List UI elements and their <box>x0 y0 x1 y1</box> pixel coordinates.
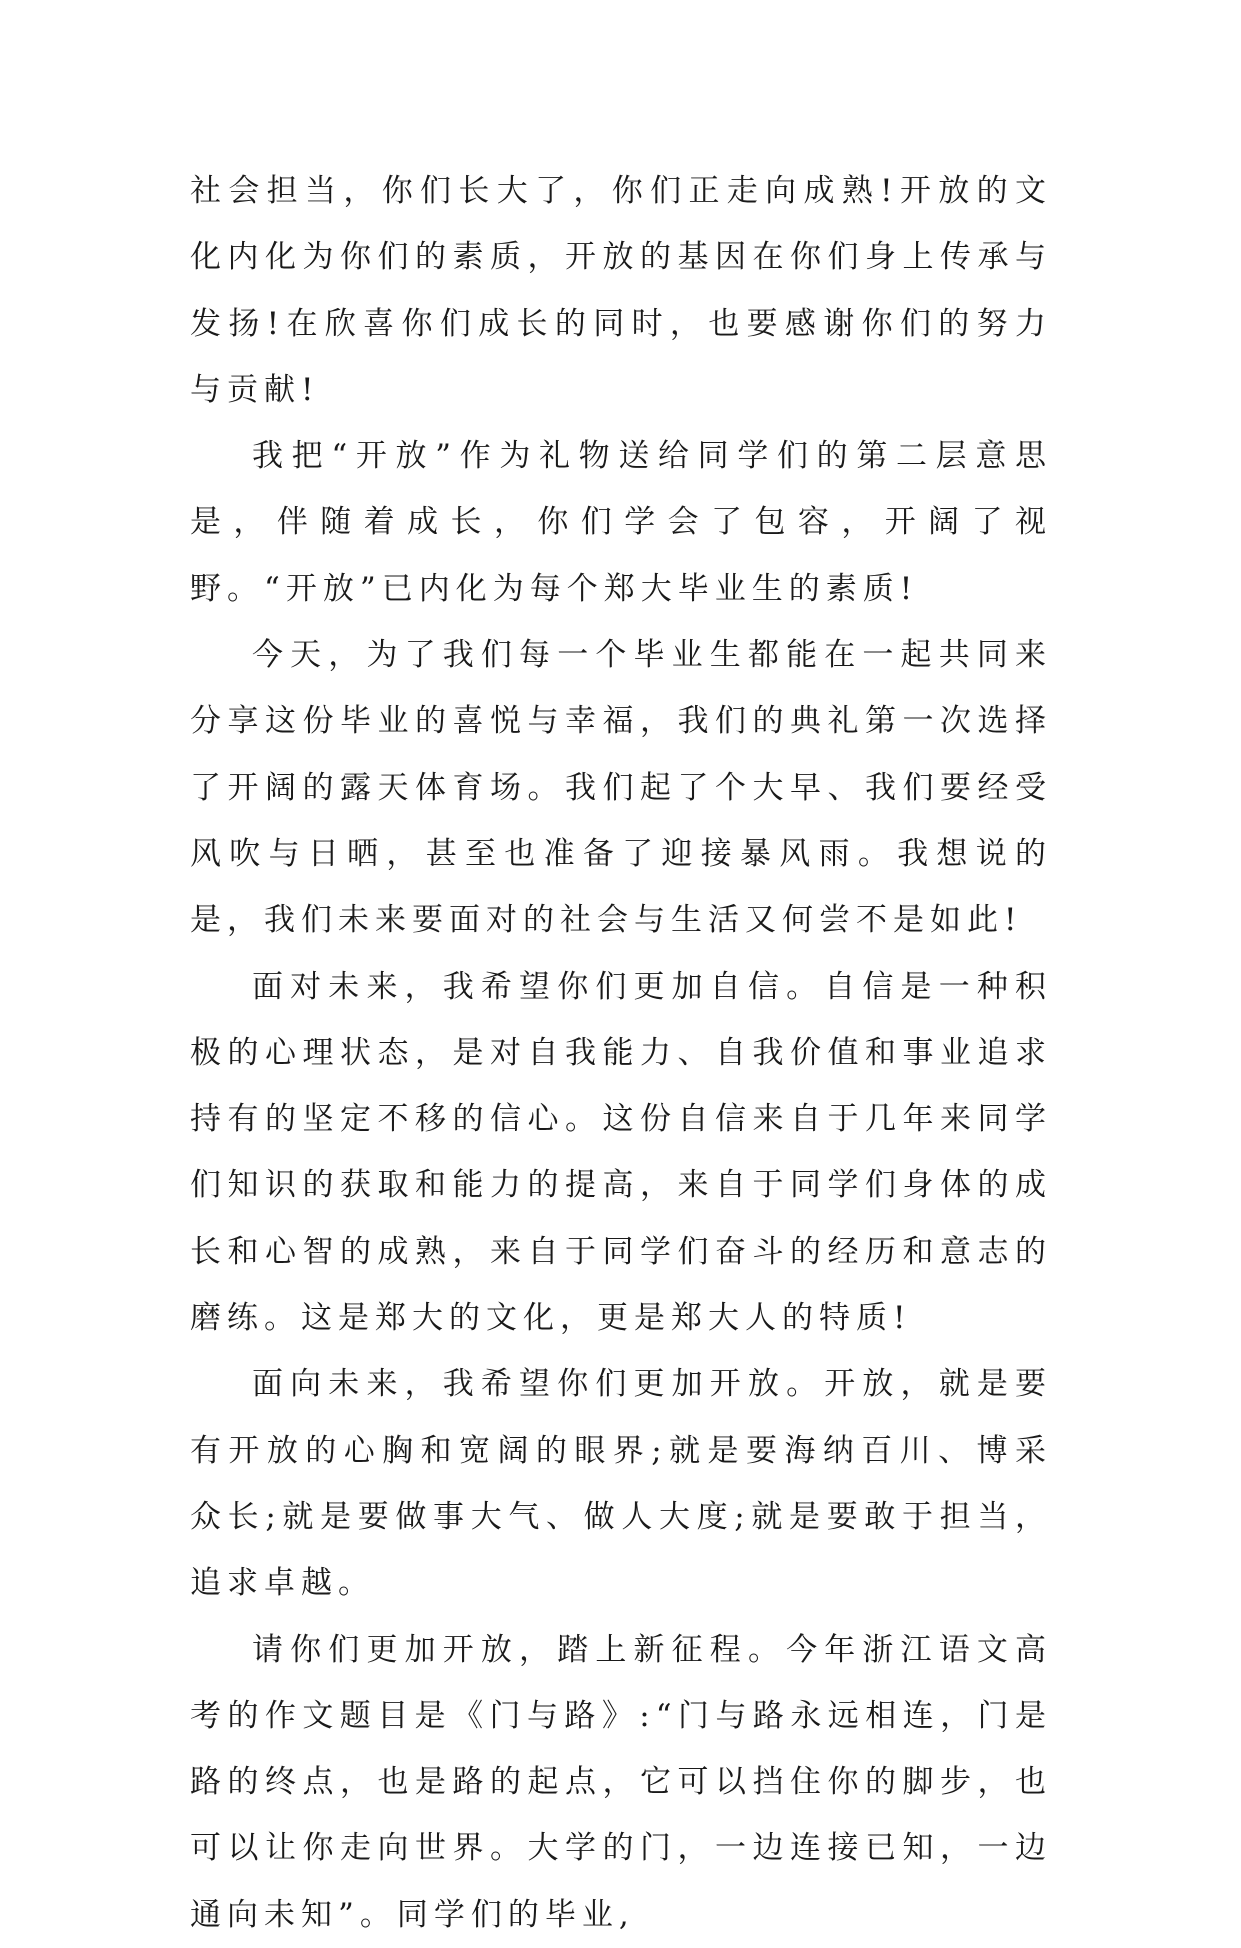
document-body <box>190 158 1052 1948</box>
paragraph-4: 面对未来，我希望你们更加自信。自信是一种积极的心理状态，是对自我能力、自我价值和事业追求持有的坚定不移的信心。这份自信来自于几年来同学们知识的获取和能力的提高，来自于同学们身体的成长和心智的成熟，来自于同学们奋斗的经历和意志的磨练。这是郑大的文化，更是郑大人的特质! <box>190 968 1052 1337</box>
paragraph-5: 面向未来，我希望你们更加开放。开放，就是要有开放的心胸和宽阔的眼界;就是要海纳百川、博采众长;就是要做事大气、做人大度;就是要敢于担当，追求卓越。 <box>190 1366 1052 1602</box>
paragraph-2: 我把“开放”作为礼物送给同学们的第二层意思是，伴随着成长，你们学会了包容，开阔了视野。“开放”已内化为每个郑大毕业生的素质! <box>190 438 1052 607</box>
paragraph-6: 请你们更加开放，踏上新征程。今年浙江语文高考的作文题目是《门与路》:“门与路永远相连，门是路的终点，也是路的起点，它可以挡住你的脚步，也可以让你走向世界。大学的门，一边连接已知，一边通向未知”。同学们的毕业, <box>190 1631 1052 1933</box>
paragraph-1: 社会担当，你们长大了，你们正走向成熟!开放的文化内化为你们的素质，开放的基因在你们身上传承与发扬!在欣喜你们成长的同时，也要感谢你们的努力与贡献! <box>190 173 1052 408</box>
paragraph-3: 今天，为了我们每一个毕业生都能在一起共同来分享这份毕业的喜悦与幸福，我们的典礼第一次选择了开阔的露天体育场。我们起了个大早、我们要经受风吹与日晒，甚至也准备了迎接暴风雨。我想说的是，我们未来要面对的社会与生活又何尝不是如此! <box>190 637 1052 939</box>
